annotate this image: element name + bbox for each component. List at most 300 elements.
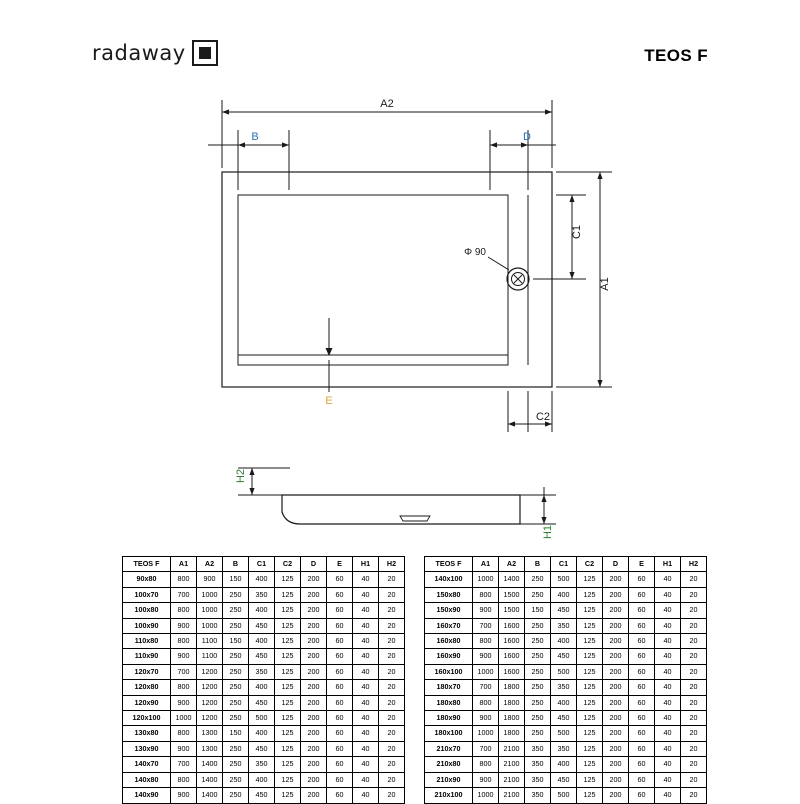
cell-model: 210x70 bbox=[425, 741, 473, 756]
table-body-right bbox=[425, 572, 707, 803]
table-row bbox=[425, 618, 707, 633]
cell-value: 40 bbox=[655, 634, 681, 649]
table-row bbox=[123, 772, 405, 787]
table-row bbox=[425, 664, 707, 679]
cell-value: 40 bbox=[655, 772, 681, 787]
cell-value: 40 bbox=[655, 680, 681, 695]
cell-value: 1600 bbox=[499, 664, 525, 679]
table-row bbox=[425, 634, 707, 649]
cell-value: 40 bbox=[655, 741, 681, 756]
cell-model: 150x90 bbox=[425, 603, 473, 618]
cell-value: 700 bbox=[473, 618, 499, 633]
cell-value: 200 bbox=[301, 634, 327, 649]
table-row bbox=[425, 680, 707, 695]
cell-value: 125 bbox=[275, 788, 301, 803]
cell-value: 40 bbox=[655, 726, 681, 741]
cell-value: 800 bbox=[171, 772, 197, 787]
col-header-c1: C1 bbox=[551, 557, 577, 572]
cell-value: 2100 bbox=[499, 788, 525, 803]
cell-value: 1600 bbox=[499, 634, 525, 649]
cell-value: 450 bbox=[249, 695, 275, 710]
cell-value: 60 bbox=[327, 695, 353, 710]
cell-value: 20 bbox=[379, 603, 405, 618]
cell-value: 40 bbox=[353, 757, 379, 772]
cell-value: 20 bbox=[681, 772, 707, 787]
cell-value: 20 bbox=[379, 711, 405, 726]
cell-value: 125 bbox=[577, 680, 603, 695]
cell-value: 20 bbox=[681, 711, 707, 726]
cell-value: 125 bbox=[577, 634, 603, 649]
table-row bbox=[123, 741, 405, 756]
cell-value: 1200 bbox=[197, 711, 223, 726]
cell-value: 900 bbox=[171, 788, 197, 803]
cell-value: 400 bbox=[551, 695, 577, 710]
cell-value: 250 bbox=[223, 772, 249, 787]
cell-value: 40 bbox=[655, 618, 681, 633]
table-row bbox=[425, 757, 707, 772]
cell-value: 20 bbox=[681, 649, 707, 664]
cell-value: 1000 bbox=[197, 603, 223, 618]
cell-value: 1800 bbox=[499, 711, 525, 726]
cell-value: 20 bbox=[681, 587, 707, 602]
cell-value: 700 bbox=[171, 664, 197, 679]
cell-value: 350 bbox=[525, 788, 551, 803]
cell-value: 400 bbox=[249, 726, 275, 741]
cell-value: 250 bbox=[223, 603, 249, 618]
cell-value: 1400 bbox=[499, 572, 525, 587]
table-row bbox=[123, 572, 405, 587]
cell-value: 20 bbox=[379, 587, 405, 602]
cell-value: 60 bbox=[629, 587, 655, 602]
cell-value: 40 bbox=[353, 664, 379, 679]
cell-value: 60 bbox=[327, 757, 353, 772]
cell-value: 60 bbox=[629, 772, 655, 787]
cell-value: 125 bbox=[577, 711, 603, 726]
cell-value: 500 bbox=[249, 711, 275, 726]
cell-value: 200 bbox=[603, 603, 629, 618]
col-header-d: D bbox=[603, 557, 629, 572]
cell-model: 210x100 bbox=[425, 788, 473, 803]
cell-value: 60 bbox=[327, 741, 353, 756]
table-row bbox=[425, 711, 707, 726]
cell-value: 60 bbox=[629, 649, 655, 664]
cell-value: 250 bbox=[223, 680, 249, 695]
cell-value: 200 bbox=[301, 587, 327, 602]
cell-value: 800 bbox=[473, 757, 499, 772]
cell-value: 125 bbox=[577, 788, 603, 803]
cell-value: 1400 bbox=[197, 788, 223, 803]
cell-model: 180x90 bbox=[425, 711, 473, 726]
cell-model: 120x90 bbox=[123, 695, 171, 710]
cell-model: 130x80 bbox=[123, 726, 171, 741]
cell-value: 200 bbox=[301, 603, 327, 618]
dim-label-h2: H2 bbox=[235, 468, 247, 484]
dim-label-h1: H1 bbox=[542, 524, 554, 540]
table-row bbox=[123, 788, 405, 803]
cell-value: 20 bbox=[681, 634, 707, 649]
table-body-left bbox=[123, 572, 405, 803]
cell-model: 110x80 bbox=[123, 634, 171, 649]
col-header-c2: C2 bbox=[577, 557, 603, 572]
cell-value: 40 bbox=[353, 741, 379, 756]
cell-value: 125 bbox=[577, 572, 603, 587]
cell-value: 350 bbox=[525, 757, 551, 772]
cell-model: 120x100 bbox=[123, 711, 171, 726]
col-header-c1: C1 bbox=[249, 557, 275, 572]
cell-value: 450 bbox=[551, 649, 577, 664]
col-header-h2: H2 bbox=[681, 557, 707, 572]
table-row bbox=[123, 603, 405, 618]
cell-value: 60 bbox=[327, 618, 353, 633]
cell-value: 125 bbox=[275, 587, 301, 602]
cell-value: 40 bbox=[353, 634, 379, 649]
cell-value: 60 bbox=[629, 664, 655, 679]
cell-value: 20 bbox=[379, 788, 405, 803]
cell-value: 20 bbox=[379, 772, 405, 787]
cell-value: 60 bbox=[327, 788, 353, 803]
cell-value: 20 bbox=[379, 757, 405, 772]
dim-label-d: D bbox=[523, 131, 531, 143]
page-title: TEOS F bbox=[644, 46, 708, 65]
dim-label-e: E bbox=[325, 395, 333, 407]
cell-value: 250 bbox=[525, 572, 551, 587]
cell-value: 40 bbox=[655, 572, 681, 587]
cell-value: 250 bbox=[223, 711, 249, 726]
cell-value: 20 bbox=[379, 664, 405, 679]
cell-value: 60 bbox=[629, 680, 655, 695]
cell-value: 250 bbox=[223, 695, 249, 710]
cell-value: 400 bbox=[551, 634, 577, 649]
cell-value: 2100 bbox=[499, 772, 525, 787]
table-row bbox=[123, 695, 405, 710]
cell-value: 200 bbox=[603, 695, 629, 710]
cell-value: 1000 bbox=[171, 711, 197, 726]
cell-value: 60 bbox=[327, 726, 353, 741]
cell-value: 1800 bbox=[499, 726, 525, 741]
table-row bbox=[123, 757, 405, 772]
cell-model: 100x70 bbox=[123, 587, 171, 602]
cell-model: 160x70 bbox=[425, 618, 473, 633]
dim-label-c2: C2 bbox=[535, 411, 551, 423]
cell-value: 700 bbox=[473, 680, 499, 695]
cell-value: 250 bbox=[525, 634, 551, 649]
cell-value: 125 bbox=[275, 634, 301, 649]
table-row bbox=[123, 618, 405, 633]
table-row bbox=[425, 649, 707, 664]
cell-value: 700 bbox=[473, 741, 499, 756]
table-row bbox=[123, 680, 405, 695]
cell-value: 1300 bbox=[197, 726, 223, 741]
cell-value: 200 bbox=[603, 788, 629, 803]
table-row bbox=[123, 726, 405, 741]
cell-value: 125 bbox=[275, 726, 301, 741]
cell-value: 1000 bbox=[197, 587, 223, 602]
table-row bbox=[425, 572, 707, 587]
col-header-a1: A1 bbox=[473, 557, 499, 572]
cell-value: 125 bbox=[577, 772, 603, 787]
col-header-b: B bbox=[223, 557, 249, 572]
cell-value: 125 bbox=[577, 726, 603, 741]
col-header-b: B bbox=[525, 557, 551, 572]
table-row bbox=[123, 649, 405, 664]
cell-value: 800 bbox=[171, 726, 197, 741]
cell-value: 125 bbox=[275, 603, 301, 618]
cell-value: 125 bbox=[577, 618, 603, 633]
cell-value: 200 bbox=[301, 695, 327, 710]
cell-value: 125 bbox=[275, 649, 301, 664]
cell-value: 1000 bbox=[197, 618, 223, 633]
cell-value: 20 bbox=[379, 649, 405, 664]
col-header-a2: A2 bbox=[499, 557, 525, 572]
cell-value: 1300 bbox=[197, 741, 223, 756]
cell-value: 200 bbox=[301, 726, 327, 741]
cell-value: 200 bbox=[603, 664, 629, 679]
cell-value: 40 bbox=[353, 572, 379, 587]
table-row bbox=[425, 695, 707, 710]
cell-model: 160x80 bbox=[425, 634, 473, 649]
cell-value: 60 bbox=[629, 572, 655, 587]
cell-value: 20 bbox=[681, 788, 707, 803]
cell-value: 125 bbox=[577, 741, 603, 756]
cell-value: 500 bbox=[551, 726, 577, 741]
cell-value: 125 bbox=[577, 664, 603, 679]
cell-value: 40 bbox=[353, 649, 379, 664]
cell-value: 150 bbox=[525, 603, 551, 618]
cell-value: 400 bbox=[249, 772, 275, 787]
cell-value: 60 bbox=[629, 757, 655, 772]
cell-value: 200 bbox=[301, 618, 327, 633]
table-row bbox=[123, 634, 405, 649]
brand-name: radaway bbox=[92, 41, 186, 65]
cell-value: 40 bbox=[655, 711, 681, 726]
cell-value: 2100 bbox=[499, 757, 525, 772]
cell-value: 250 bbox=[525, 695, 551, 710]
cell-value: 1000 bbox=[473, 788, 499, 803]
cell-value: 350 bbox=[525, 772, 551, 787]
cell-value: 350 bbox=[249, 757, 275, 772]
cell-value: 900 bbox=[171, 618, 197, 633]
cell-value: 200 bbox=[603, 618, 629, 633]
cell-value: 20 bbox=[681, 618, 707, 633]
cell-value: 400 bbox=[551, 757, 577, 772]
cell-value: 400 bbox=[249, 680, 275, 695]
table-row bbox=[425, 587, 707, 602]
cell-value: 1200 bbox=[197, 664, 223, 679]
cell-value: 40 bbox=[353, 603, 379, 618]
cell-value: 900 bbox=[171, 649, 197, 664]
table-row bbox=[425, 603, 707, 618]
cell-value: 700 bbox=[171, 757, 197, 772]
cell-value: 20 bbox=[681, 695, 707, 710]
cell-value: 60 bbox=[629, 618, 655, 633]
table-row bbox=[425, 741, 707, 756]
table-row bbox=[425, 772, 707, 787]
cell-value: 200 bbox=[301, 741, 327, 756]
cell-value: 350 bbox=[551, 618, 577, 633]
cell-value: 60 bbox=[629, 695, 655, 710]
cell-value: 200 bbox=[603, 680, 629, 695]
cell-value: 125 bbox=[577, 587, 603, 602]
cell-value: 125 bbox=[275, 695, 301, 710]
cell-value: 20 bbox=[379, 726, 405, 741]
cell-value: 1100 bbox=[197, 649, 223, 664]
cell-value: 40 bbox=[353, 726, 379, 741]
cell-value: 450 bbox=[249, 741, 275, 756]
cell-value: 250 bbox=[223, 649, 249, 664]
cell-value: 250 bbox=[223, 618, 249, 633]
cell-model: 140x70 bbox=[123, 757, 171, 772]
dim-label-a1: A1 bbox=[599, 277, 611, 291]
cell-value: 40 bbox=[353, 772, 379, 787]
cell-value: 800 bbox=[171, 634, 197, 649]
dim-label-c1: C1 bbox=[571, 224, 583, 240]
cell-value: 900 bbox=[473, 711, 499, 726]
cell-value: 800 bbox=[473, 587, 499, 602]
cell-value: 1000 bbox=[473, 664, 499, 679]
cell-value: 200 bbox=[301, 680, 327, 695]
cell-model: 140x100 bbox=[425, 572, 473, 587]
cell-value: 2100 bbox=[499, 741, 525, 756]
table-row bbox=[123, 711, 405, 726]
cell-value: 20 bbox=[681, 572, 707, 587]
cell-value: 200 bbox=[603, 726, 629, 741]
cell-value: 400 bbox=[249, 603, 275, 618]
cell-value: 40 bbox=[655, 757, 681, 772]
cell-value: 200 bbox=[603, 711, 629, 726]
cell-value: 450 bbox=[249, 788, 275, 803]
cell-value: 1200 bbox=[197, 695, 223, 710]
col-header-a2: A2 bbox=[197, 557, 223, 572]
cell-value: 250 bbox=[223, 587, 249, 602]
cell-value: 20 bbox=[681, 741, 707, 756]
dimension-table-left bbox=[122, 556, 405, 804]
cell-value: 40 bbox=[353, 618, 379, 633]
dimension-table-right bbox=[424, 556, 707, 804]
cell-value: 450 bbox=[249, 618, 275, 633]
cell-value: 20 bbox=[379, 680, 405, 695]
cell-value: 900 bbox=[473, 603, 499, 618]
col-header-h2: H2 bbox=[379, 557, 405, 572]
cell-value: 200 bbox=[603, 572, 629, 587]
cell-value: 125 bbox=[275, 618, 301, 633]
cell-model: 210x80 bbox=[425, 757, 473, 772]
cell-value: 200 bbox=[301, 772, 327, 787]
cell-value: 250 bbox=[525, 711, 551, 726]
cell-value: 250 bbox=[525, 680, 551, 695]
col-header-c2: C2 bbox=[275, 557, 301, 572]
cell-value: 125 bbox=[275, 711, 301, 726]
cell-model: 140x80 bbox=[123, 772, 171, 787]
col-header-model: TEOS F bbox=[425, 557, 473, 572]
cell-value: 40 bbox=[655, 664, 681, 679]
cell-value: 1800 bbox=[499, 695, 525, 710]
dim-label-a2: A2 bbox=[380, 98, 394, 110]
cell-model: 90x80 bbox=[123, 572, 171, 587]
cell-value: 40 bbox=[655, 603, 681, 618]
cell-value: 40 bbox=[353, 680, 379, 695]
cell-model: 110x90 bbox=[123, 649, 171, 664]
col-header-a1: A1 bbox=[171, 557, 197, 572]
cell-model: 160x90 bbox=[425, 649, 473, 664]
cell-value: 40 bbox=[353, 788, 379, 803]
table-header-row bbox=[123, 557, 405, 572]
cell-value: 40 bbox=[655, 788, 681, 803]
cell-value: 60 bbox=[327, 664, 353, 679]
cell-value: 1600 bbox=[499, 649, 525, 664]
cell-value: 60 bbox=[327, 680, 353, 695]
cell-value: 150 bbox=[223, 572, 249, 587]
cell-value: 40 bbox=[353, 587, 379, 602]
cell-value: 40 bbox=[353, 711, 379, 726]
tray-section-profile bbox=[282, 495, 520, 524]
cell-value: 20 bbox=[379, 634, 405, 649]
col-header-e: E bbox=[327, 557, 353, 572]
cell-value: 200 bbox=[603, 757, 629, 772]
cell-value: 20 bbox=[681, 726, 707, 741]
cell-value: 60 bbox=[629, 726, 655, 741]
cell-value: 200 bbox=[603, 741, 629, 756]
cell-value: 800 bbox=[473, 695, 499, 710]
dim-label-b: B bbox=[251, 131, 259, 143]
cell-value: 200 bbox=[603, 649, 629, 664]
cell-value: 60 bbox=[327, 572, 353, 587]
cell-value: 400 bbox=[249, 634, 275, 649]
cell-value: 60 bbox=[327, 587, 353, 602]
cell-value: 1500 bbox=[499, 603, 525, 618]
cell-value: 1200 bbox=[197, 680, 223, 695]
cell-model: 120x80 bbox=[123, 680, 171, 695]
cell-value: 1400 bbox=[197, 757, 223, 772]
table-header-row bbox=[425, 557, 707, 572]
cell-model: 160x100 bbox=[425, 664, 473, 679]
cell-value: 500 bbox=[551, 788, 577, 803]
cell-value: 200 bbox=[301, 757, 327, 772]
cell-value: 20 bbox=[379, 741, 405, 756]
cell-value: 1000 bbox=[473, 572, 499, 587]
cell-value: 20 bbox=[681, 757, 707, 772]
cell-model: 210x90 bbox=[425, 772, 473, 787]
cell-value: 1800 bbox=[499, 680, 525, 695]
section-drain-detail bbox=[400, 516, 430, 521]
cell-value: 125 bbox=[577, 649, 603, 664]
cell-value: 250 bbox=[223, 757, 249, 772]
cell-value: 200 bbox=[301, 664, 327, 679]
cell-value: 200 bbox=[603, 772, 629, 787]
cell-value: 450 bbox=[249, 649, 275, 664]
cell-value: 400 bbox=[249, 572, 275, 587]
cell-value: 250 bbox=[525, 618, 551, 633]
cell-value: 450 bbox=[551, 772, 577, 787]
cell-value: 800 bbox=[171, 603, 197, 618]
cell-value: 250 bbox=[223, 741, 249, 756]
cell-model: 100x90 bbox=[123, 618, 171, 633]
cell-value: 400 bbox=[551, 587, 577, 602]
cell-value: 40 bbox=[655, 587, 681, 602]
cell-value: 450 bbox=[551, 603, 577, 618]
cell-value: 200 bbox=[301, 649, 327, 664]
cell-value: 125 bbox=[577, 757, 603, 772]
cell-value: 200 bbox=[301, 711, 327, 726]
cell-value: 900 bbox=[473, 649, 499, 664]
cell-model: 180x80 bbox=[425, 695, 473, 710]
cell-value: 200 bbox=[301, 788, 327, 803]
cell-value: 125 bbox=[275, 664, 301, 679]
cell-value: 900 bbox=[197, 572, 223, 587]
cell-value: 800 bbox=[473, 634, 499, 649]
col-header-h1: H1 bbox=[353, 557, 379, 572]
cell-value: 250 bbox=[525, 649, 551, 664]
table-row bbox=[123, 587, 405, 602]
